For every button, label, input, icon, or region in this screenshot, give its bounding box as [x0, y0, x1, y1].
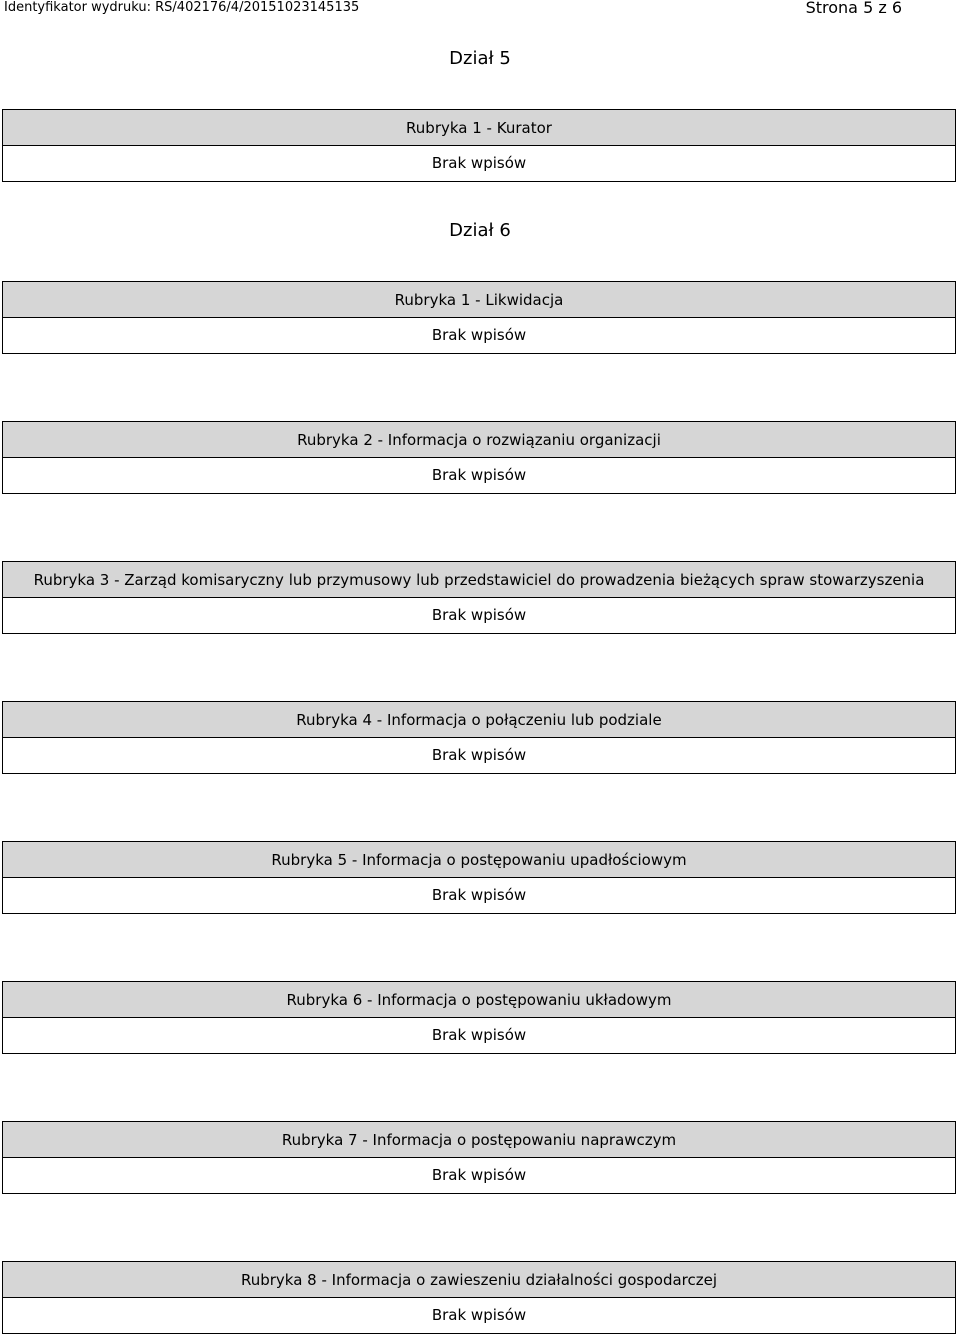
print-identifier: Identyfikator wydruku: RS/402176/4/20151023145135: [4, 0, 360, 15]
rubryka-content: Brak wpisów: [431, 154, 527, 172]
section-title-dzial-5: Dział 5: [449, 48, 511, 69]
rubryka-content: Brak wpisów: [431, 606, 527, 624]
rubryka-title: Rubryka 1 - Kurator: [3, 110, 955, 146]
rubryka-zarzad-komisaryczny: [2, 561, 956, 634]
rubryka-naprawcze: [2, 1121, 956, 1194]
rubryka-title: Rubryka 4 - Informacja o połączeniu lub podziale: [3, 702, 955, 738]
rubryka-title: Rubryka 5 - Informacja o postępowaniu upadłościowym: [3, 842, 955, 878]
page-number: Strona 5 z 6: [805, 0, 902, 17]
rubryka-upadlosc: [2, 841, 956, 914]
rubryka-polaczenie: [2, 701, 956, 774]
rubryka-title: Rubryka 1 - Likwidacja: [3, 282, 955, 318]
rubryka-title: Rubryka 7 - Informacja o postępowaniu naprawczym: [3, 1122, 955, 1158]
rubryka-content: Brak wpisów: [431, 1306, 527, 1324]
rubryka-content: Brak wpisów: [431, 1166, 527, 1184]
rubryka-rozwiazanie: [2, 421, 956, 494]
rubryka-title: Rubryka 8 - Informacja o zawieszeniu działalności gospodarczej: [3, 1262, 955, 1298]
rubryka-uklad: [2, 981, 956, 1054]
rubryka-zawieszenie: [2, 1261, 956, 1334]
rubryka-content: Brak wpisów: [431, 746, 527, 764]
rubryka-title: Rubryka 2 - Informacja o rozwiązaniu organizacji: [3, 422, 955, 458]
rubryka-likwidacja: [2, 281, 956, 354]
rubryka-kurator: [2, 109, 956, 182]
rubryka-title: Rubryka 6 - Informacja o postępowaniu układowym: [3, 982, 955, 1018]
rubryka-content: Brak wpisów: [431, 886, 527, 904]
rubryka-content: Brak wpisów: [431, 466, 527, 484]
rubryka-title: Rubryka 3 - Zarząd komisaryczny lub przymusowy lub przedstawiciel do prowadzenia bieżących spraw stowarzyszenia: [3, 562, 955, 598]
rubryka-content: Brak wpisów: [431, 1026, 527, 1044]
section-title-dzial-6: Dział 6: [449, 220, 511, 241]
rubryka-content: Brak wpisów: [431, 326, 527, 344]
